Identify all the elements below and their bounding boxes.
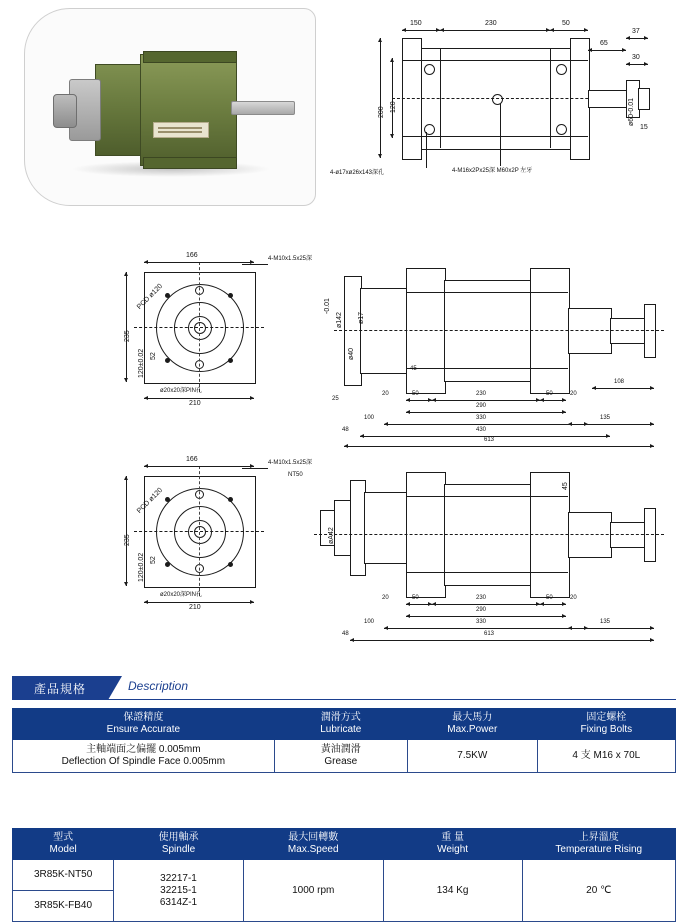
shaft-end — [638, 88, 650, 110]
shaft-dia-note: ø60-0.01 — [628, 97, 635, 126]
th-max-speed — [243, 829, 383, 860]
cell-bearings — [114, 860, 244, 922]
bearing-1: 32217-1 — [160, 872, 197, 884]
dim-line-613 — [344, 446, 654, 447]
bore-center-2 — [194, 526, 206, 538]
dim-line-330b — [384, 628, 588, 629]
dim-line-50c — [406, 604, 432, 605]
dim-25: 25 — [332, 396, 339, 402]
cell-max-speed: 1000 rpm — [243, 860, 383, 922]
dim-line-330 — [384, 424, 588, 425]
dim-52b: 52 — [150, 556, 157, 564]
dim-120tol-b: 120±0.02 — [138, 552, 145, 582]
bottom-centre-line — [314, 534, 664, 535]
dim-135b: 135 — [600, 619, 611, 625]
dim-line-230 — [440, 30, 550, 31]
dim-line-230c — [432, 604, 540, 605]
bottom-rear — [568, 512, 612, 558]
dim-line-30 — [626, 64, 648, 65]
cell-temp-rising: 20 ℃ — [522, 860, 676, 922]
bottom-inner-h2 — [406, 572, 568, 573]
dim-line-210b — [144, 602, 254, 603]
spec-header — [12, 676, 676, 700]
mount-flange-bottom — [143, 157, 237, 169]
leader-tap-2 — [242, 468, 268, 469]
side-inner-h2 — [406, 368, 568, 369]
dim-100b: 100 — [364, 619, 375, 625]
tap-hole-4 — [228, 358, 233, 363]
side-centre-line — [334, 330, 664, 331]
dim-line-235b — [126, 476, 127, 586]
dim-line-613b — [350, 640, 654, 641]
dim-50d: 50 — [546, 595, 553, 601]
bearing-3: 6314Z-1 — [159, 896, 198, 908]
spec-title-zh: 產品規格 — [12, 676, 108, 700]
th-model — [13, 829, 114, 860]
th-max-power — [407, 709, 537, 740]
dim-line-200 — [380, 38, 381, 158]
centre-bore — [492, 94, 503, 105]
bottom-shaft — [610, 522, 646, 548]
tap-hole-2 — [228, 293, 233, 298]
dim-line-230b — [432, 400, 540, 401]
leader-2 — [500, 104, 501, 166]
dim-230c: 230 — [476, 595, 487, 601]
table-row — [13, 740, 676, 773]
label-pcd-2: PCD ø120 — [136, 486, 165, 515]
th-spindle-en: Spindle — [161, 844, 196, 855]
th-max-power-zh: 最大馬力 — [452, 712, 493, 723]
bolt-hole-1 — [424, 64, 435, 75]
th-max-speed-zh: 最大回轉數 — [288, 832, 339, 843]
th-spindle-zh: 使用軸承 — [158, 832, 199, 843]
shaft-body — [588, 90, 628, 108]
dim-65: 65 — [600, 40, 608, 47]
tap-hole-6 — [228, 497, 233, 502]
side-inner-h1 — [406, 292, 568, 293]
cell-accuracy — [13, 740, 275, 773]
table-header-row-1 — [13, 709, 676, 740]
tap-hole-1 — [165, 293, 170, 298]
dim-line-50 — [550, 30, 588, 31]
inner-line-4 — [402, 136, 588, 137]
dim-50b: 50 — [546, 391, 553, 397]
bottom-block-3 — [530, 472, 570, 598]
spec-table-upper — [12, 708, 676, 773]
top-section-view — [330, 8, 676, 204]
dim-108: 108 — [614, 379, 625, 385]
dim-120tol: 120±0.02 — [138, 348, 145, 378]
dim-37: 37 — [632, 28, 640, 35]
th-temp-rising — [522, 829, 676, 860]
spindle-motor-block — [140, 54, 237, 166]
side-rear — [568, 308, 612, 354]
spec-underline — [12, 699, 676, 700]
dim-line-65 — [588, 50, 626, 51]
th-ensure-accurate-zh: 保證精度 — [123, 712, 164, 723]
dim-290b: 290 — [476, 607, 487, 613]
dim-120: 120 — [390, 101, 397, 113]
dim-210b: 210 — [189, 604, 201, 611]
dim-50: 50 — [562, 20, 570, 27]
dim-oD40: ø40 — [348, 347, 355, 360]
th-ensure-accurate — [13, 709, 275, 740]
output-shaft — [231, 101, 295, 115]
label-pin: ø20x20深PIN孔 — [160, 388, 203, 394]
dim-150: 150 — [410, 20, 422, 27]
leader-tap — [242, 264, 268, 265]
label-tap-2: 4-M10x1.5x25深 — [268, 460, 313, 466]
dim-line-50a — [406, 400, 432, 401]
dim-line-166b — [144, 466, 254, 467]
bottom-inner-h1 — [406, 496, 568, 497]
th-temp-rising-en: Temperature Rising — [555, 844, 643, 855]
cell-model-fb40: 3R85K-FB40 — [13, 891, 114, 922]
th-model-en: Model — [49, 844, 77, 855]
dim-200: 200 — [378, 106, 385, 118]
cell-model-nt50: 3R85K-NT50 — [13, 860, 114, 891]
dim-line-135 — [568, 424, 654, 425]
dim-100: 100 — [364, 415, 375, 421]
spec-title-en: Description — [128, 679, 189, 693]
dim-50a: 50 — [412, 391, 419, 397]
dim-235b: 235 — [124, 534, 131, 546]
bottom-assembly-view — [14, 452, 674, 648]
dim-15: 15 — [640, 124, 648, 131]
dim-oD17: ø17 — [358, 311, 365, 324]
tol-001: -0.01 — [324, 298, 331, 314]
bottom-block-1 — [406, 472, 446, 598]
dim-330: 330 — [476, 415, 487, 421]
dim-37b: 45 — [410, 366, 417, 372]
dim-30: 30 — [632, 54, 640, 61]
dim-20d: 20 — [570, 595, 577, 601]
th-spindle — [114, 829, 244, 860]
dim-line-290 — [406, 412, 566, 413]
side-block-2 — [444, 280, 532, 382]
dim-line-50b — [540, 400, 566, 401]
cell-power: 7.5KW — [407, 740, 537, 773]
dim-line-166 — [144, 262, 254, 263]
spec-tab-skew — [108, 676, 122, 700]
dim-line-135b — [568, 628, 654, 629]
label-pcd: PCD ø120 — [136, 282, 165, 311]
dim-line-290b — [406, 616, 566, 617]
cell-lubricate — [274, 740, 407, 773]
th-fixing-bolts — [537, 709, 675, 740]
face-centre-v — [199, 262, 200, 392]
th-max-power-en: Max.Power — [447, 724, 498, 735]
side-block-1 — [406, 268, 446, 394]
cell-lubricate-en: Grease — [324, 756, 358, 767]
th-weight-zh: 重 量 — [441, 832, 464, 843]
dim-50c: 50 — [412, 595, 419, 601]
dim-613: 613 — [484, 437, 495, 443]
th-weight-en: Weight — [437, 844, 469, 855]
th-temp-rising-zh: 上昇溫度 — [578, 832, 619, 843]
bearing-2: 32215-1 — [160, 884, 197, 896]
dim-52: 52 — [150, 352, 157, 360]
tap-hole-3 — [165, 358, 170, 363]
cell-accuracy-en: Deflection Of Spindle Face 0.005mm — [61, 756, 226, 767]
dim-430: 430 — [476, 427, 487, 433]
dim-20b: 20 — [570, 391, 577, 397]
cell-lubricate-zh: 黃油潤滑 — [320, 744, 361, 755]
dim-48b: 48 — [342, 631, 349, 637]
dim-20c: 20 — [382, 595, 389, 601]
cell-bolts: 4 支 M16 x 70L — [537, 740, 675, 773]
dim-235: 235 — [124, 330, 131, 342]
dim-166: 166 — [186, 252, 198, 259]
side-end-collar — [644, 304, 656, 358]
dim-line-235 — [126, 272, 127, 382]
right-flange — [570, 38, 590, 160]
dim-line-210 — [144, 398, 254, 399]
dim-135: 135 — [600, 415, 611, 421]
tap-hole-7 — [165, 562, 170, 567]
bolt-hole-4 — [556, 124, 567, 135]
dim-613b: 613 — [484, 631, 495, 637]
th-fixing-bolts-zh: 固定螺栓 — [586, 712, 627, 723]
side-block-3 — [530, 268, 570, 394]
th-max-speed-en: Max.Speed — [287, 844, 339, 855]
spindle-nose — [53, 94, 77, 128]
th-fixing-bolts-en: Fixing Bolts — [580, 724, 633, 735]
bottom-nose — [364, 492, 408, 564]
side-nose — [360, 288, 408, 374]
dim-line-150 — [402, 30, 440, 31]
bottom-block-2 — [444, 484, 532, 586]
cell-weight: 134 Kg — [383, 860, 522, 922]
table-header-row-2 — [13, 829, 676, 860]
dim-20a: 20 — [382, 391, 389, 397]
centre-line — [392, 98, 618, 99]
inner-line-3 — [402, 60, 588, 61]
dim-48: 48 — [342, 427, 349, 433]
dim-290: 290 — [476, 403, 487, 409]
dim-line-120 — [392, 58, 393, 138]
dim-330b: 330 — [476, 619, 487, 625]
left-flange — [402, 38, 422, 160]
label-pin-2: ø20x20深PIN孔 — [160, 592, 203, 598]
dim-230b: 230 — [476, 391, 487, 397]
th-weight — [383, 829, 522, 860]
tap-hole-8 — [228, 562, 233, 567]
cell-accuracy-zh: 主軸端面之偏擺 0.005mm — [86, 744, 201, 755]
bolt-hole-3 — [556, 64, 567, 75]
dim-230: 230 — [485, 20, 497, 27]
label-nt50: NT50 — [288, 472, 303, 478]
spec-table-lower — [12, 828, 676, 922]
product-photo-panel — [24, 8, 316, 206]
middle-assembly-view — [14, 248, 674, 448]
leader-1 — [426, 132, 427, 168]
dim-line-108 — [592, 388, 654, 389]
table-row — [13, 860, 676, 891]
bore-center — [194, 322, 206, 334]
product-photo — [25, 9, 315, 205]
dim-oD142: ø142 — [336, 312, 343, 328]
dim-166b: 166 — [186, 456, 198, 463]
dim-line-50d — [540, 604, 566, 605]
label-tap: 4-M10x1.5x25深 — [268, 256, 313, 262]
mount-flange-top — [143, 51, 237, 63]
dim-oA42: øA42 — [328, 527, 335, 544]
th-lubricate — [274, 709, 407, 740]
th-lubricate-zh: 潤滑方式 — [320, 712, 361, 723]
dim-210: 210 — [189, 400, 201, 407]
side-shaft — [610, 318, 646, 344]
dim-line-37 — [626, 38, 648, 39]
face-centre-v-2 — [199, 466, 200, 596]
note-2: 4-M16x2Px25深 M60x2P 左牙 — [452, 168, 533, 174]
bottom-end-collar — [644, 508, 656, 562]
dim-45b: 45 — [562, 482, 569, 490]
th-ensure-accurate-en: Ensure Accurate — [106, 724, 181, 735]
nameplate — [153, 122, 209, 138]
th-model-zh: 型式 — [53, 832, 74, 843]
note-1: 4-ø17xø26x143深孔 — [330, 170, 385, 176]
th-lubricate-en: Lubricate — [320, 724, 362, 735]
tap-hole-5 — [165, 497, 170, 502]
